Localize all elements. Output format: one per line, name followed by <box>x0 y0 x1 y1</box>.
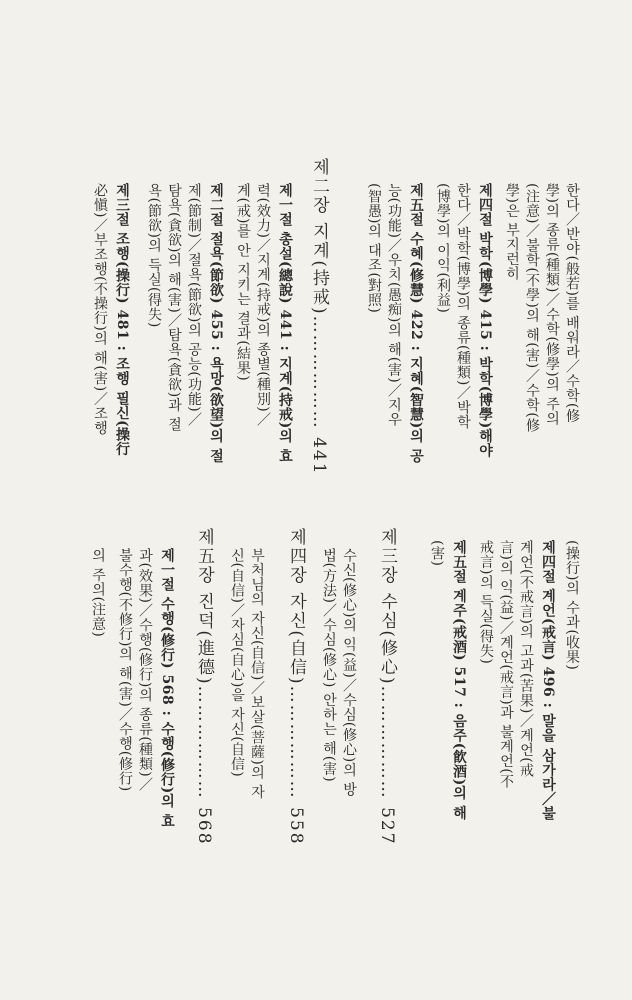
toc-line: 言)의 익(益)／계언(戒言)과 불계언(不 <box>498 540 514 789</box>
toc-line: 수신(修心)의 익(益)／수심(修心)의 방 <box>341 548 357 797</box>
toc-line: 제(節制)／절욕(節欲)의 공능(功能)／ <box>186 183 202 427</box>
toc-line: 한다／박학(博學)의 종류(種類)／박학 <box>455 183 471 430</box>
toc-section-entry: 제一절 총설(總說) 441 : 지계(持戒)의 효 <box>277 183 293 464</box>
toc-line: 必愼)／부조행(不操行)의 해(害)／조행 <box>92 183 108 436</box>
toc-line: 學)은 부지런히 <box>504 183 520 281</box>
toc-line: 부처님의 자신(自信)／보살(菩薩)의 자 <box>249 548 265 800</box>
toc-line: 과(效果)／수행(修行)의 종류(種類)／ <box>137 548 153 792</box>
toc-line: 력(效力)／지계(持戒)의 종별(種別)／ <box>255 183 271 427</box>
toc-line: 계(戒)를 안 지키는 결과(結果) <box>235 183 251 382</box>
toc-section-entry: 제二절 절욕(節欲) 455 : 욕망(欲望)의 절 <box>208 183 224 464</box>
toc-line: (注意)／불학(不學)의 해(害)／수학(修 <box>524 183 540 433</box>
toc-line: (害) <box>429 540 445 567</box>
toc-line: 욕(節欲)의 득실(得失) <box>146 183 162 328</box>
toc-line: (智愚)의 대조(對照) <box>366 183 382 314</box>
toc-line: 능(功能)／우치(愚痴)의 해(害)／지우 <box>386 183 402 427</box>
toc-section-entry: 제三절 조행(操行) 481 : 조행 필신(操行 <box>114 183 130 457</box>
toc-line: (操行)의 수과(收果) <box>564 540 580 671</box>
toc-chapter-entry: 제五장 진덕(進德)……………… 568 <box>194 528 214 846</box>
toc-section-entry: 제四절 박학(博學) 415 : 박학(博學)해야 <box>477 183 493 458</box>
toc-section-entry: 제一절 수행(修行) 568 : 수행(修行)의 효 <box>159 548 175 829</box>
toc-section-entry: 제五절 계주(戒酒) 517 : 음주(飮酒)의 해 <box>451 540 467 821</box>
toc-line: 탐욕(貪欲)의 해(害)／탐욕(貪欲)과 절 <box>166 183 182 432</box>
toc-section-entry: 제五절 수혜(修慧) 422 : 지혜(智慧)의 공 <box>408 183 424 464</box>
toc-line: 의 주의(注意) <box>90 548 106 638</box>
toc-line: 學)의 종류(種類)／수학(修學)의 주의 <box>544 183 560 426</box>
toc-chapter-entry: 제二장 지계(持戒)……………… 441 <box>309 158 329 476</box>
toc-line: (博學)의 이익(利益) <box>435 183 451 314</box>
toc-line: 신(自信)／자심(自心)을 자신(自信) <box>229 548 245 778</box>
toc-line: 戒言)의 득실(得失) <box>478 540 494 665</box>
toc-chapter-entry: 제三장 수심(修心)……………… 527 <box>377 528 397 846</box>
toc-line: 불수행(不修行)의 해(害)／수행(修行) <box>117 548 133 792</box>
toc-line: 계언(不戒言)의 고과(苦果)／계언(戒 <box>518 540 534 778</box>
toc-chapter-entry: 제四장 자신(自信)……………… 558 <box>286 528 306 846</box>
toc-line: 한다／반야(般若)를 배워라／수학(修 <box>564 183 580 424</box>
toc-section-entry: 제四절 계언(戒言) 496 : 말을 삼가라／불 <box>540 540 556 821</box>
toc-line: 법(方法)／수심(修心) 안하는 해(害) <box>321 548 337 783</box>
